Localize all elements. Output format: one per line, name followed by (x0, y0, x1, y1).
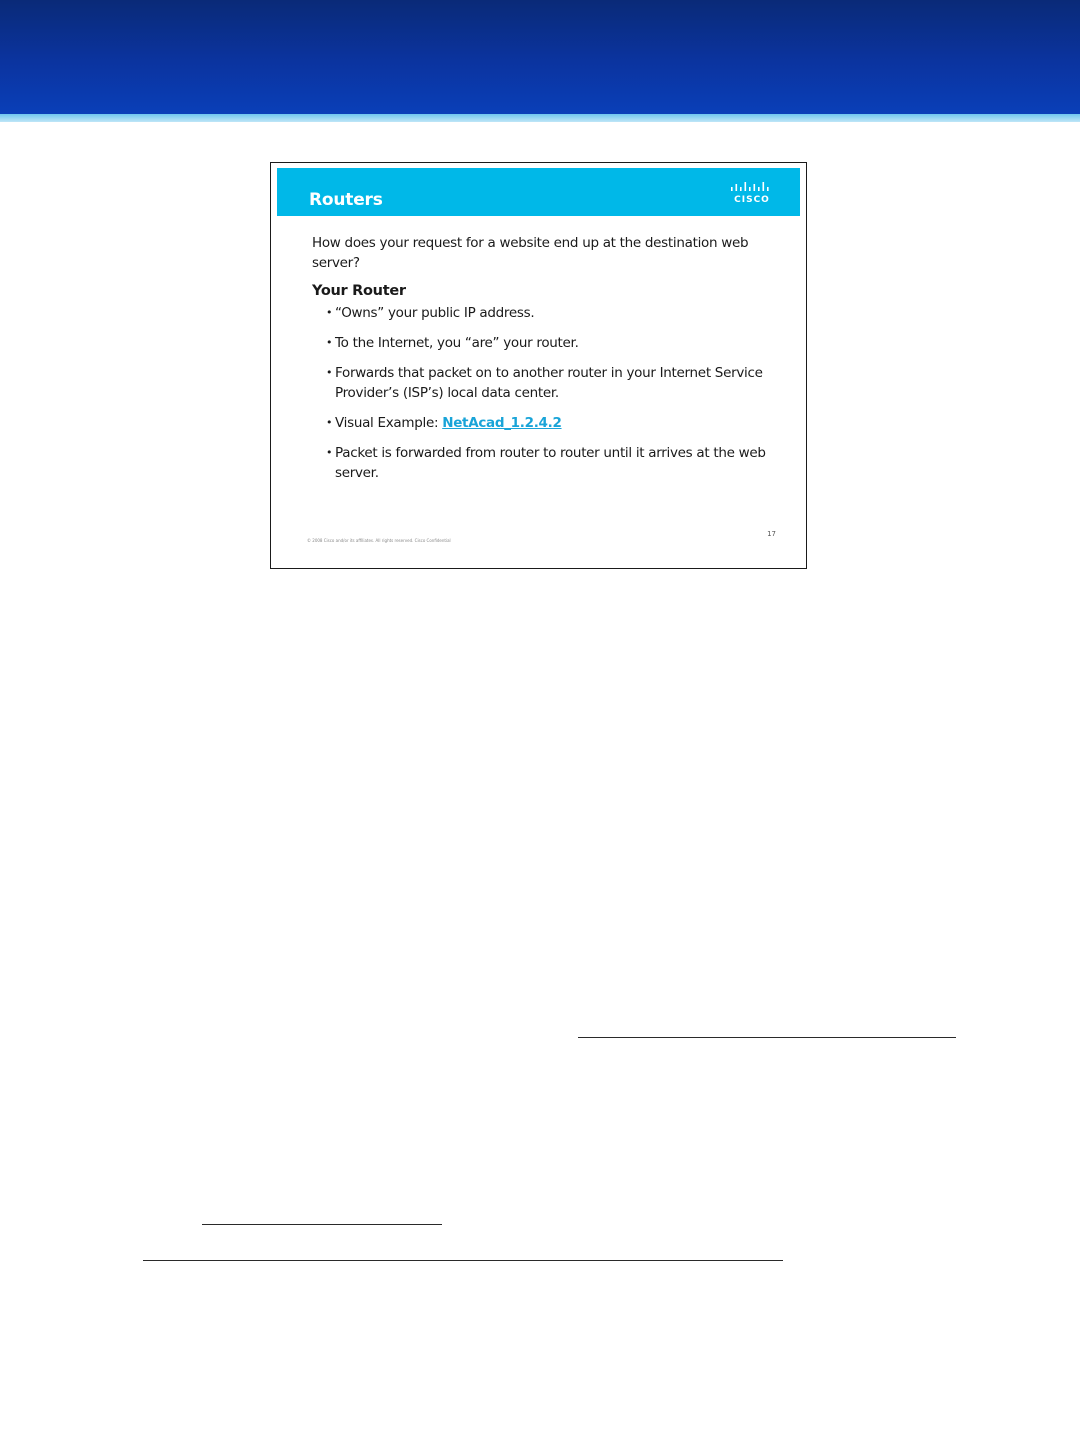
bullet-item: • To the Internet, you “are” your router. (326, 333, 782, 353)
slide-question: How does your request for a website end up at the destination web server? (312, 235, 749, 271)
bullet-item: • Packet is forwarded from router to router until it arrives at the web server. (326, 443, 782, 483)
cisco-logo-icon (728, 182, 772, 208)
slide-thumbnail (270, 162, 807, 569)
note-line (202, 1224, 442, 1225)
note-line (578, 1037, 956, 1038)
bullet-list (312, 303, 782, 483)
bullet-item-visual-example (326, 413, 782, 433)
bullet-item: • “Owns” your public IP address. (326, 303, 782, 323)
page-header-stripe (0, 114, 1080, 122)
section-heading: Your Router (312, 283, 406, 299)
slide-title: Routers (309, 190, 383, 210)
cisco-wordmark: CISCO (734, 195, 770, 205)
page-header-banner (0, 0, 1080, 114)
netacad-link[interactable]: NetAcad_1.2.4.2 (442, 415, 562, 431)
slide-header-bar (277, 168, 800, 216)
slide-number: 17 (767, 530, 776, 538)
bullet-item: • Forwards that packet on to another router in your Internet Service Provider’s (ISP’s) local data center. (326, 363, 782, 403)
bullet-prefix: Visual Example: (335, 415, 443, 431)
slide-body (312, 233, 782, 493)
note-line (143, 1260, 783, 1261)
slide-footer-copyright: © 2008 Cisco and/or its affiliates. All rights reserved. Cisco Confidential (307, 538, 451, 543)
